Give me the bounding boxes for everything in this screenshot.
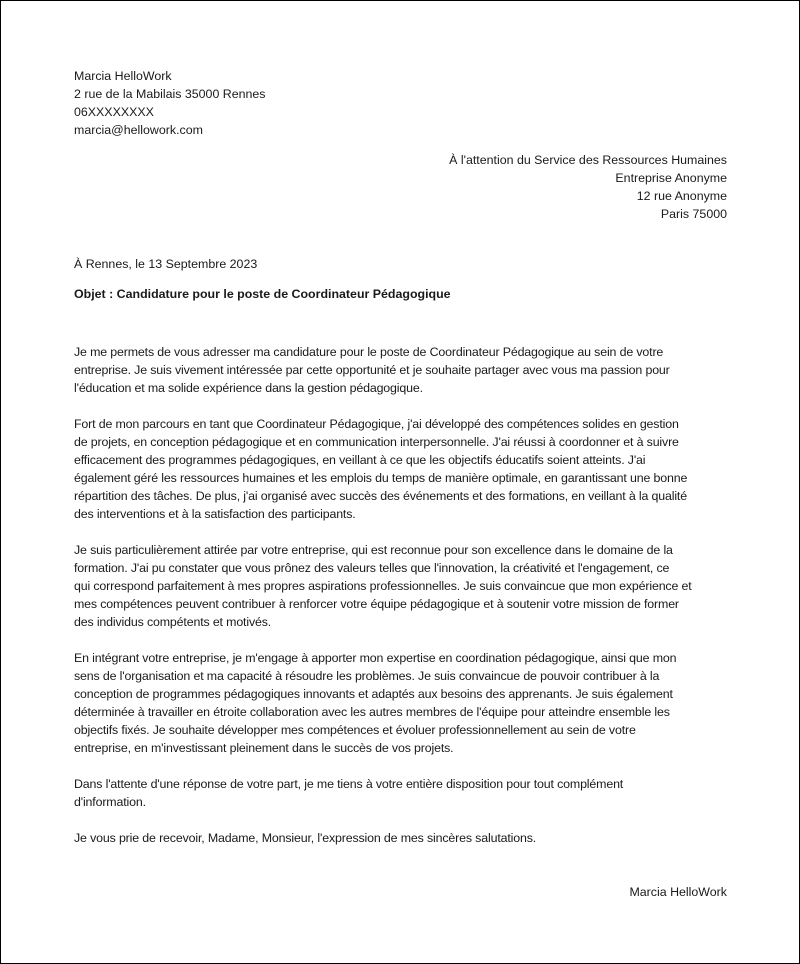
paragraph	[74, 649, 734, 757]
sender-address: 2 rue de la Mabilais 35000 Rennes	[74, 87, 266, 101]
paragraph-line: Je vous prie de recevoir, Madame, Monsieur, l'expression de mes sincères salutations.	[74, 831, 537, 845]
signature: Marcia HelloWork	[629, 885, 727, 899]
paragraph-line: efficacement des programmes pédagogiques, en veillant à ce que les objectifs éducatifs soient atteints. J'ai	[74, 453, 646, 467]
recipient-block	[449, 151, 727, 223]
paragraph-line: Dans l'attente d'une réponse de votre part, je me tiens à votre entière disposition pour tout complément	[74, 777, 624, 791]
date-line: À Rennes, le 13 Septembre 2023	[74, 257, 258, 271]
paragraph-line: formation. J'ai pu constater que vous prônez des valeurs telles que l'innovation, la créativité et l'engagement, ce	[74, 561, 670, 575]
paragraph-line: conception de programmes pédagogiques innovants et adaptés aux besoins des apprenants. Je suis également	[74, 687, 673, 701]
sender-phone: 06XXXXXXXX	[74, 105, 154, 119]
recipient-attention: À l'attention du Service des Ressources Humaines	[449, 153, 727, 167]
paragraph-line: Fort de mon parcours en tant que Coordinateur Pédagogique, j'ai développé des compétences solides en gestion	[74, 417, 679, 431]
paragraph-line: Je me permets de vous adresser ma candidature pour le poste de Coordinateur Pédagogique au sein de votre	[74, 345, 664, 359]
paragraph-line: l'éducation et ma solide expérience dans la gestion pédagogique.	[74, 381, 423, 395]
paragraph-line: En intégrant votre entreprise, je m'engage à apporter mon expertise en coordination pédagogique, ainsi que mon	[74, 651, 677, 665]
paragraph	[74, 343, 734, 397]
recipient-street: 12 rue Anonyme	[636, 189, 727, 203]
paragraph-line: également géré les ressources humaines et les emplois du temps de manière optimale, en garantissant une bonne	[74, 471, 688, 485]
paragraph	[74, 829, 734, 847]
paragraph-line: mes compétences peuvent contribuer à renforcer votre équipe pédagogique et à soutenir votre mission de former	[74, 597, 679, 611]
sender-name: Marcia HelloWork	[74, 69, 172, 83]
paragraph-line: entreprise. Je suis vivement intéressée par cette opportunité et je souhaite partager avec vous ma passion pour	[74, 363, 670, 377]
letter-body	[74, 343, 734, 865]
paragraph-line: déterminée à travailler en étroite collaboration avec les autres membres de l'équipe pour atteindre ensemble les	[74, 705, 670, 719]
paragraph-line: qui correspond parfaitement à mes propres aspirations professionnelles. Je suis convaincue que mon expérience et	[74, 579, 692, 593]
paragraph-line: des individus compétents et motivés.	[74, 615, 272, 629]
sender-email: marcia@hellowork.com	[74, 123, 203, 137]
paragraph-line: de projets, en conception pédagogique et en communication interpersonnelle. J'ai réussi à coordonner et à suivre	[74, 435, 679, 449]
paragraph-line: entreprise, en m'investissant pleinement dans le succès de vos projets.	[74, 741, 454, 755]
paragraph-line: des interventions et à la satisfaction des participants.	[74, 507, 356, 521]
recipient-city: Paris 75000	[660, 207, 727, 221]
paragraph-line: répartition des tâches. De plus, j'ai organisé avec succès des événements et des formations, en veillant à la qualité	[74, 489, 687, 503]
paragraph	[74, 541, 734, 631]
paragraph-line: d'information.	[74, 795, 146, 809]
paragraph-line: objectifs fixés. Je souhaite développer mes compétences et évoluer professionnellement au sein de votre	[74, 723, 636, 737]
paragraph-line: Je suis particulièrement attirée par votre entreprise, qui est reconnue pour son excellence dans le domaine de la	[74, 543, 673, 557]
paragraph	[74, 775, 734, 811]
sender-block	[74, 67, 266, 139]
subject-line: Objet : Candidature pour le poste de Coordinateur Pédagogique	[74, 287, 451, 301]
paragraph	[74, 415, 734, 523]
paragraph-line: sens de l'organisation et ma capacité à résoudre les problèmes. Je suis convaincue de pouvoir contribuer à la	[74, 669, 660, 683]
recipient-company: Entreprise Anonyme	[615, 171, 727, 185]
